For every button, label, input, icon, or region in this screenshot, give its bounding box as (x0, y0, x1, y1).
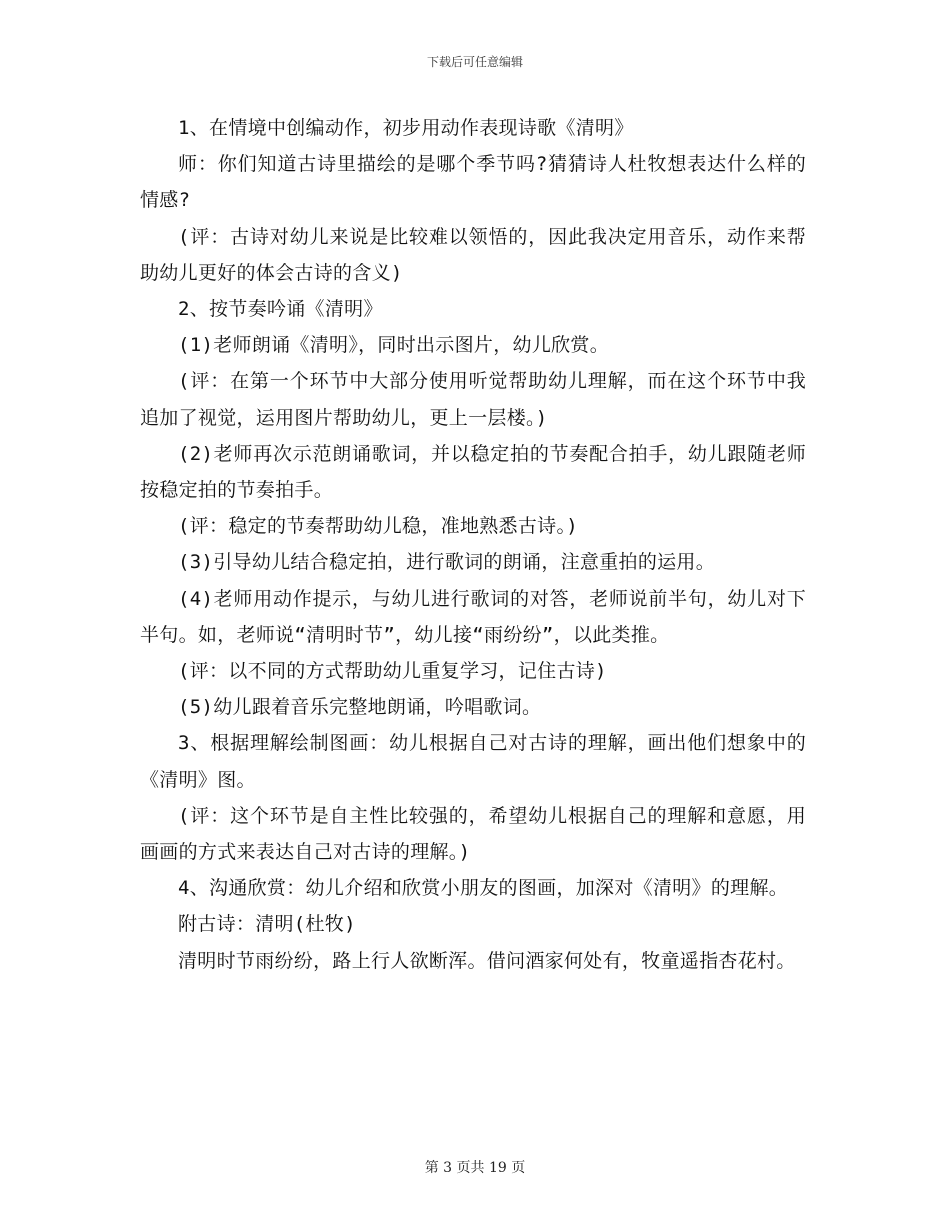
comment-5: (评：这个环节是自主性比较强的，希望幼儿根据自己的理解和意愿，用画画的方式来表达自己对古诗的理解。) (140, 804, 806, 864)
substep-1: (1)老师朗诵《清明》，同时出示图片，幼儿欣赏。 (178, 334, 610, 357)
poem-title: 附古诗：清明(杜牧) (178, 913, 356, 936)
page-header: 下载后可任意编辑 (426, 55, 523, 69)
comment-3: (评：稳定的节奏帮助幼儿稳，准地熟悉古诗。) (178, 515, 578, 538)
step-3-heading: 3、根据理解绘制图画：幼儿根据自己对古诗的理解，画出他们想象中的《清明》图。 (140, 732, 806, 791)
substep-3: (3)引导幼儿结合稳定拍，进行歌词的朗诵，注意重拍的运用。 (178, 551, 716, 574)
poem-text: 清明时节雨纷纷，路上行人欲断浑。借问酒家何处有，牧童遥指杏花村。 (178, 949, 796, 972)
comment-2: (评：在第一个环节中大部分使用听觉帮助幼儿理解，而在这个环节中我追加了视觉，运用图片帮助幼儿，更上一层楼。) (140, 370, 806, 429)
comment-4: (评：以不同的方式帮助幼儿重复学习，记住古诗) (178, 660, 607, 683)
page-number: 第 3 页共 19 页 (424, 1160, 526, 1176)
comment-1: (评：古诗对幼儿来说是比较难以领悟的，因此我决定用音乐，动作来帮助幼儿更好的体会古诗的含义) (140, 225, 806, 284)
document-body (140, 110, 806, 979)
step-1-heading: 1、在情境中创编动作，初步用动作表现诗歌《清明》 (178, 117, 634, 139)
step-2-heading: 2、按节奏吟诵《清明》 (178, 298, 383, 321)
step-4-heading: 4、沟通欣赏：幼儿介绍和欣赏小朋友的图画，加深对《清明》的理解。 (178, 877, 789, 900)
teacher-question: 师：你们知道古诗里描绘的是哪个季节吗?猜猜诗人杜牧想表达什么样的情感? (140, 153, 806, 212)
substep-2: (2)老师再次示范朗诵歌词，并以稳定拍的节奏配合拍手，幼儿跟随老师按稳定拍的节奏拍手。 (140, 442, 806, 502)
substep-5: (5)幼儿跟着音乐完整地朗诵，吟唱歌词。 (178, 696, 542, 719)
substep-4: (4)老师用动作提示，与幼儿进行歌词的对答，老师说前半句，幼儿对下半句。如，老师说“清明时节”，幼儿接“雨纷纷”，以此类推。 (140, 587, 806, 646)
